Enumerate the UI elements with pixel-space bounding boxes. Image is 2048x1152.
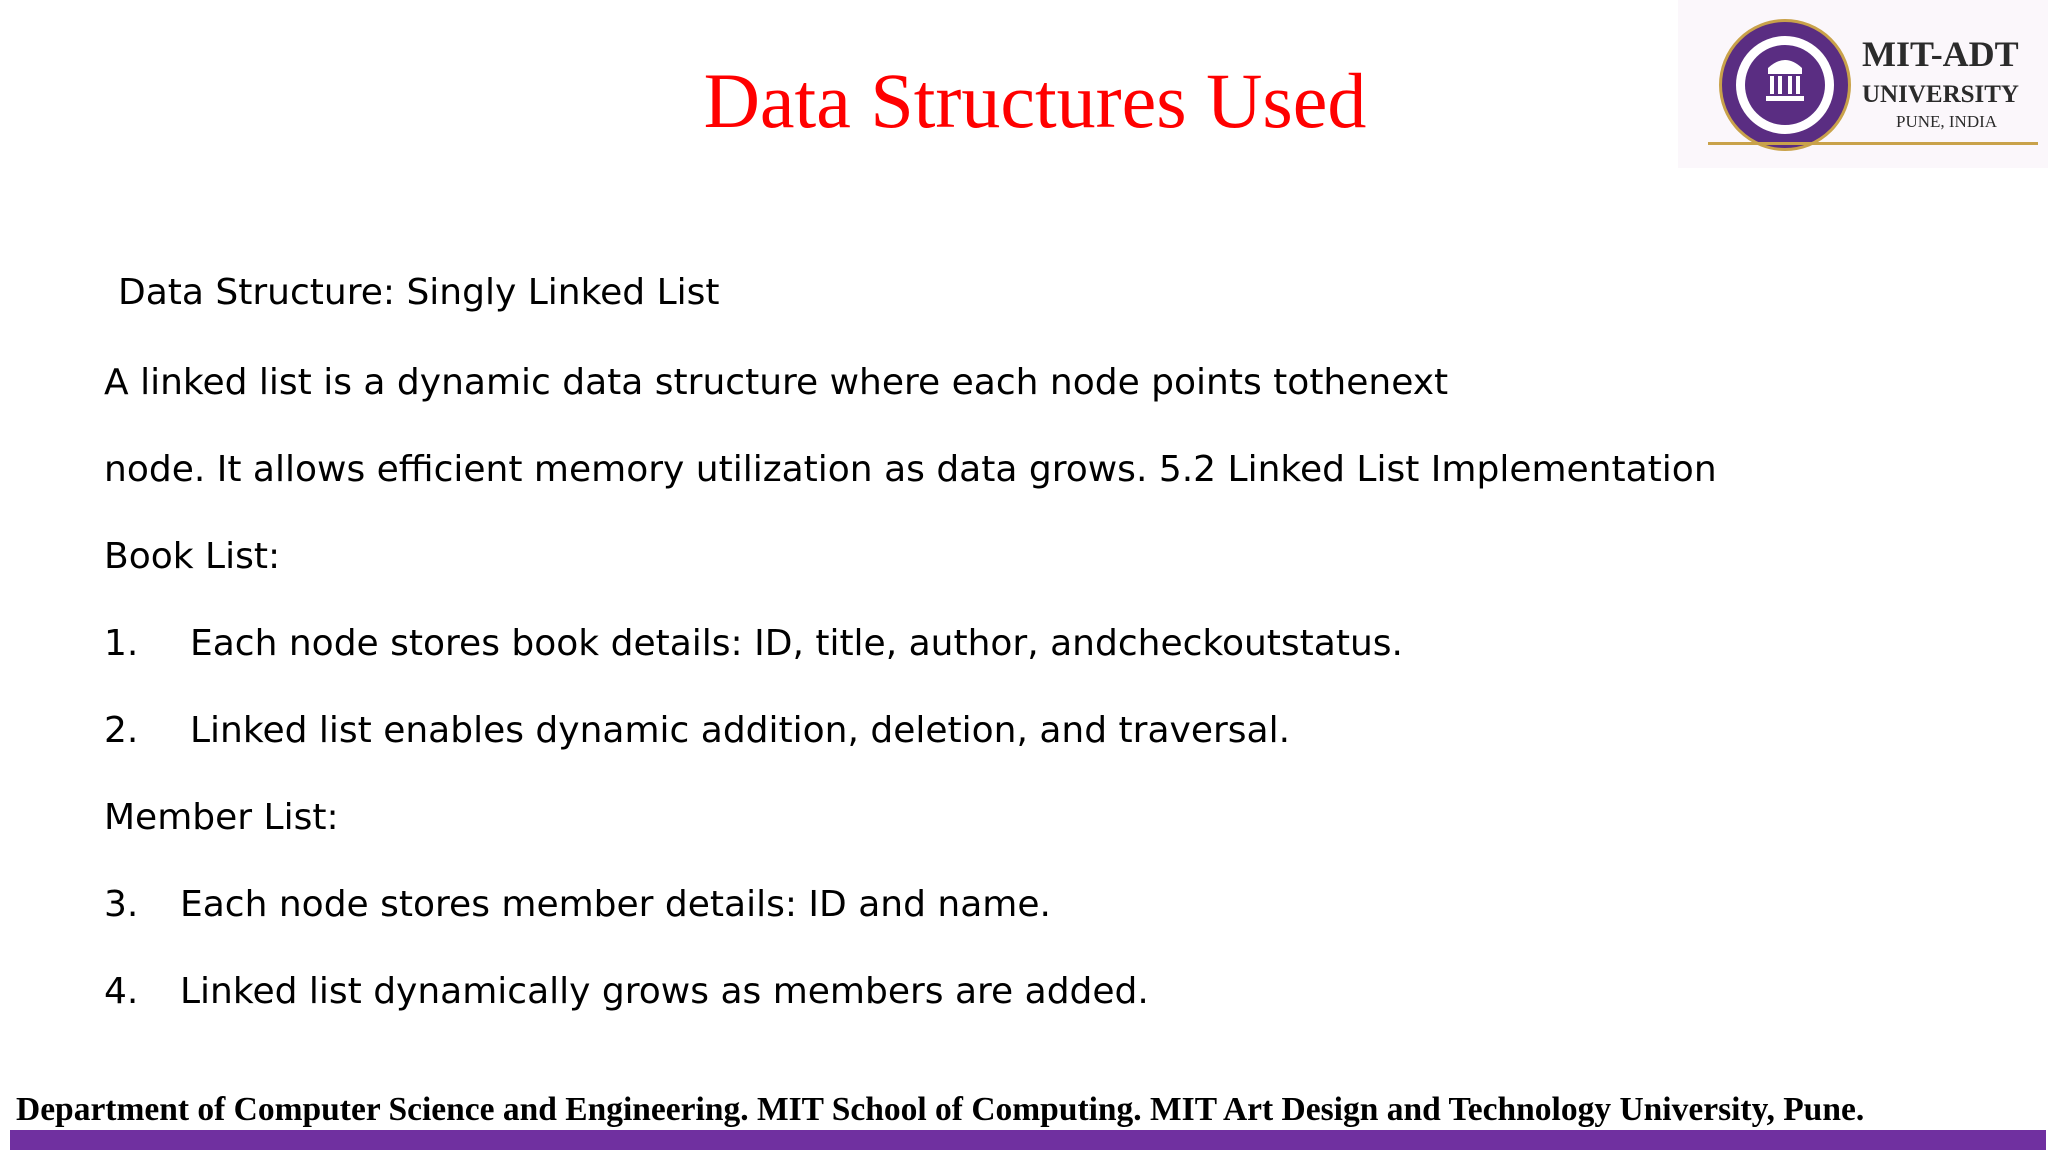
logo-divider — [1708, 142, 2038, 145]
list-item-number: 2. — [104, 710, 139, 751]
list-item-text: Each node stores book details: ID, title, author, andcheckoutstatus. — [190, 623, 1403, 664]
book-list-heading: Book List: — [104, 536, 281, 577]
list-item-text: Linked list enables dynamic addition, deletion, and traversal. — [190, 710, 1291, 751]
footer-text: Department of Computer Science and Engineering. MIT School of Computing. MIT Art Design and Technology University, Pune. — [16, 1091, 1865, 1128]
subtitle: Data Structure: Singly Linked List — [118, 272, 720, 313]
intro-line-2: node. It allows efficient memory utilization as data grows. 5.2 Linked List Implementation — [104, 449, 1717, 490]
list-item-number: 3. — [104, 884, 139, 925]
list-item-text: Linked list dynamically grows as members are added. — [180, 971, 1149, 1012]
slide-title: Data Structures Used — [703, 57, 1367, 144]
logo-subtitle: UNIVERSITY — [1862, 81, 2019, 108]
member-list-heading: Member List: — [104, 797, 339, 838]
list-item-number: 4. — [104, 971, 139, 1012]
logo-name: MIT-ADT — [1862, 34, 2019, 74]
logo-place: PUNE, INDIA — [1896, 112, 1998, 131]
intro-line-1: A linked list is a dynamic data structure where each node points tothenext — [104, 362, 1449, 403]
footer-bar — [10, 1130, 2046, 1150]
university-seal-icon — [1718, 18, 1852, 152]
list-item-text: Each node stores member details: ID and name. — [180, 884, 1051, 925]
university-logo — [1678, 0, 2048, 168]
list-item-number: 1. — [104, 623, 139, 664]
